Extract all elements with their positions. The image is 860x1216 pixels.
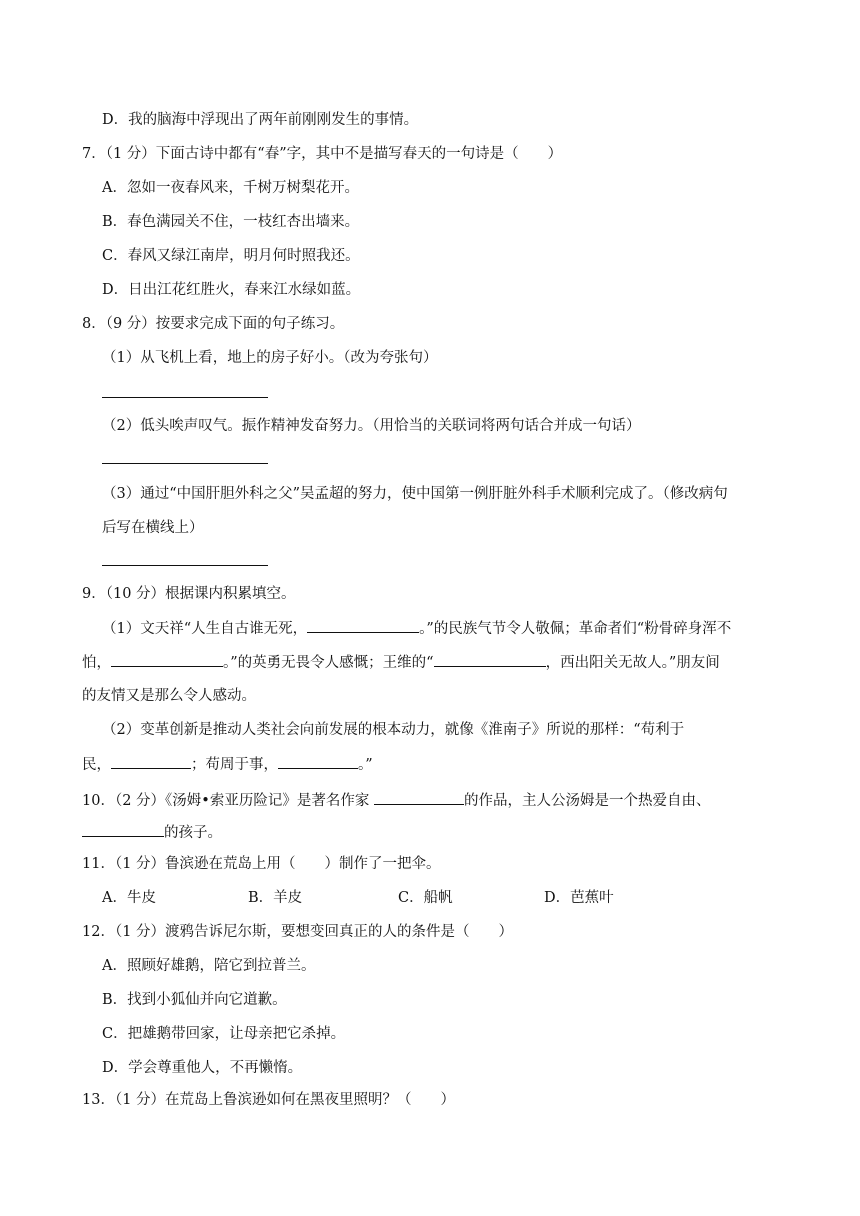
q9-blank-4[interactable] — [111, 754, 191, 769]
q13-stem: 13．（1 分）在荒岛上鲁滨逊如何在黑夜里照明？（ ） — [82, 1092, 456, 1108]
q10-text: 的作品，主人公汤姆是一个热爱自由、 — [463, 793, 711, 809]
q9-text: 。”的英勇无畏令人感慨；王维的“ — [223, 655, 434, 671]
q9-text: 怕， — [82, 655, 111, 671]
q8-sub3-line2: 后写在横线上） — [102, 520, 204, 536]
q12-stem: 12．（1 分）渡鸦告诉尼尔斯，要想变回真正的人的条件是（ ） — [82, 924, 514, 940]
q8-answer-line-2[interactable] — [102, 463, 268, 464]
q8-sub1: （1）从飞机上看，地上的房子好小。（改为夸张句） — [102, 350, 438, 366]
q8-sub3-line1: （3）通过“中国肝胆外科之父”吴孟超的努力，使中国第一例肝脏外科手术顺利完成了。（修改病句 — [102, 486, 728, 502]
q9-line2 — [82, 652, 720, 673]
q9-text: 。”的民族气节令人敬佩；革命者们“粉骨碎身浑不 — [419, 621, 732, 637]
q9-blank-5[interactable] — [278, 754, 358, 769]
q9-text: ；苟周于事， — [191, 757, 278, 773]
q8-answer-line-3[interactable] — [102, 565, 268, 566]
q11-option-a[interactable]: A．牛皮 — [102, 890, 156, 906]
q12-option-a[interactable]: A．照顾好雄鹅，陪它到拉普兰。 — [102, 958, 316, 974]
q7-option-c: C．春风又绿江南岸，明月何时照我还。 — [102, 248, 360, 264]
q7-option-a: A．忽如一夜春风来，千树万树梨花开。 — [102, 180, 359, 196]
q7-option-b: B．春色满园关不住，一枝红杏出墙来。 — [102, 214, 360, 230]
q9-blank-3[interactable] — [434, 652, 546, 667]
q9-stem: 9．（10 分）根据课内积累填空。 — [82, 586, 296, 602]
q12-option-c[interactable]: C．把雄鹅带回家，让母亲把它杀掉。 — [102, 1026, 346, 1042]
q6-option-d: D．我的脑海中浮现出了两年前刚刚发生的事情。 — [102, 112, 419, 128]
q9-text: （1）文天祥“人生自古谁无死， — [102, 621, 308, 637]
q9-blank-2[interactable] — [111, 652, 223, 667]
q7-stem: 7．（1 分）下面古诗中都有“春”字，其中不是描写春天的一句诗是（ ） — [82, 146, 563, 162]
q10-blank-1[interactable] — [374, 790, 464, 805]
q8-answer-line-1[interactable] — [102, 397, 268, 398]
q7-option-d: D．日出江花红胜火，春来江水绿如蓝。 — [102, 282, 361, 298]
q10-line2 — [82, 822, 222, 843]
q10-text: 10．（2 分）《汤姆•索亚历险记》是著名作家 — [82, 793, 374, 809]
q8-sub2: （2）低头唉声叹气。振作精神发奋努力。（用恰当的关联词将两句话合并成一句话） — [102, 418, 641, 434]
q10-line1 — [82, 790, 710, 811]
q12-option-d[interactable]: D．学会尊重他人，不再懒惰。 — [102, 1060, 303, 1076]
q11-stem: 11．（1 分）鲁滨逊在荒岛上用（ ）制作了一把伞。 — [82, 856, 441, 872]
q11-option-c[interactable]: C．船帆 — [398, 890, 453, 906]
q11-option-d[interactable]: D．芭蕉叶 — [544, 890, 614, 906]
q9-text: 民， — [82, 757, 111, 773]
q8-stem: 8．（9 分）按要求完成下面的句子练习。 — [82, 316, 345, 332]
q9-line3: 的友情又是那么令人感动。 — [82, 688, 256, 704]
q9-line5 — [82, 754, 373, 775]
q9-blank-1[interactable] — [307, 618, 419, 633]
q10-blank-2[interactable] — [82, 822, 164, 837]
q11-option-b[interactable]: B．羊皮 — [248, 890, 303, 906]
q9-text: ，西出阳关无故人。”朋友间 — [545, 655, 720, 671]
q12-option-b[interactable]: B．找到小狐仙并向它道歉。 — [102, 992, 287, 1008]
q9-line1 — [102, 618, 731, 639]
q10-text: 的孩子。 — [164, 825, 222, 841]
q9-line4: （2）变革创新是推动人类社会向前发展的根本动力，就像《淮南子》所说的那样：“苟利于 — [102, 722, 685, 738]
q9-text: 。” — [358, 757, 373, 773]
